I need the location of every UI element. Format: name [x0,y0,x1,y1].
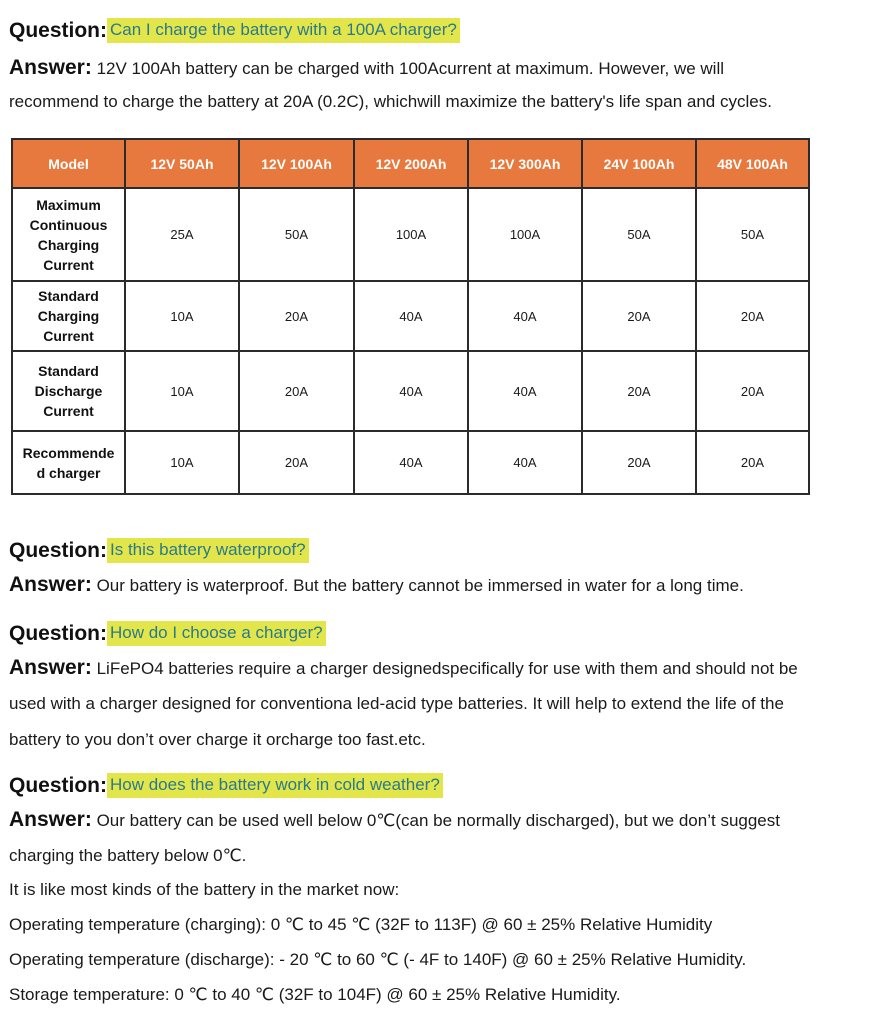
table-row [12,351,809,431]
answer-label: Answer: [9,573,92,596]
table-cell: 50A [582,188,696,281]
table-cell: 20A [582,281,696,351]
row-header-standard-charging-current: Standard Charging Current [12,281,125,351]
table-cell: 25A [125,188,239,281]
table-header-row [12,139,809,188]
answer-4-line-5: Operating temperature (discharge): - 20 ℃ to 60 ℃ (- 4F to 140F) @ 60 ± 25% Relative Humidity. [9,950,747,969]
table-cell: 20A [239,281,354,351]
table-header-cell: 48V 100Ah [696,139,809,188]
table-header-cell: 12V 200Ah [354,139,468,188]
battery-spec-table [11,138,810,495]
table-cell: 10A [125,431,239,494]
question-text-highlight: How do I choose a charger? [107,621,326,646]
question-text-highlight: Can I charge the battery with a 100A charger? [107,18,460,43]
question-label: Question: [9,539,107,562]
answer-2-line-1 [9,573,744,597]
table-header-cell: Model [12,139,125,188]
table-row [12,431,809,494]
table-cell: 20A [582,351,696,431]
table-cell: 50A [239,188,354,281]
question-2 [9,538,309,563]
answer-text: Our battery is waterproof. But the battery cannot be immersed in water for a long time. [91,576,744,595]
answer-4-line-6: Storage temperature: 0 ℃ to 40 ℃ (32F to 104F) @ 60 ± 25% Relative Humidity. [9,985,621,1004]
table-cell: 40A [468,351,582,431]
answer-label: Answer: [9,656,92,679]
answer-text: Our battery can be used well below 0℃(can be normally discharged), but we don’t suggest [91,811,780,830]
table-cell: 50A [696,188,809,281]
row-header-recommended-charger: Recommende d charger [12,431,125,494]
question-4 [9,773,443,798]
answer-label: Answer: [9,808,92,831]
question-1 [9,18,460,43]
table-cell: 40A [354,281,468,351]
table-header-cell: 12V 300Ah [468,139,582,188]
table-header-cell: 12V 50Ah [125,139,239,188]
table-row [12,188,809,281]
table-header-cell: 24V 100Ah [582,139,696,188]
table-cell: 40A [468,281,582,351]
answer-4-line-4: Operating temperature (charging): 0 ℃ to 45 ℃ (32F to 113F) @ 60 ± 25% Relative Humidity [9,915,713,934]
table-cell: 20A [696,281,809,351]
table-cell: 100A [354,188,468,281]
answer-1-line-1 [9,56,724,80]
table-cell: 100A [468,188,582,281]
table-header-cell: 12V 100Ah [239,139,354,188]
answer-text: 12V 100Ah battery can be charged with 100Acurrent at maximum. However, we will [91,59,725,78]
table-cell: 20A [696,431,809,494]
table-cell: 20A [239,351,354,431]
row-header-max-continuous-charging-current: Maximum Continuous Charging Current [12,188,125,281]
answer-4-line-3: It is like most kinds of the battery in the market now: [9,880,400,899]
answer-label: Answer: [9,56,92,79]
answer-1-line-2: recommend to charge the battery at 20A (0.2C), whichwill maximize the battery's life span and cycles. [9,92,772,111]
row-header-standard-discharge-current: Standard Discharge Current [12,351,125,431]
table-cell: 40A [468,431,582,494]
answer-3-line-2: used with a charger designed for conventiona led-acid type batteries. It will help to extend the life of the [9,694,784,713]
question-3 [9,621,326,646]
table-cell: 20A [696,351,809,431]
question-text-highlight: How does the battery work in cold weather? [107,773,443,798]
question-label: Question: [9,622,107,645]
question-label: Question: [9,774,107,797]
question-text-highlight: Is this battery waterproof? [107,538,309,563]
table-cell: 40A [354,351,468,431]
question-label: Question: [9,19,107,42]
table-cell: 40A [354,431,468,494]
table-cell: 10A [125,281,239,351]
table-row [12,281,809,351]
table-cell: 20A [582,431,696,494]
answer-text: LiFePO4 batteries require a charger designedspecifically for use with them and should not be [91,659,798,678]
answer-4-line-1 [9,808,780,832]
answer-3-line-3: battery to you don’t over charge it orcharge too fast.etc. [9,730,426,749]
table-cell: 20A [239,431,354,494]
answer-4-line-2: charging the battery below 0℃. [9,846,247,865]
table-cell: 10A [125,351,239,431]
answer-3-line-1 [9,656,798,680]
